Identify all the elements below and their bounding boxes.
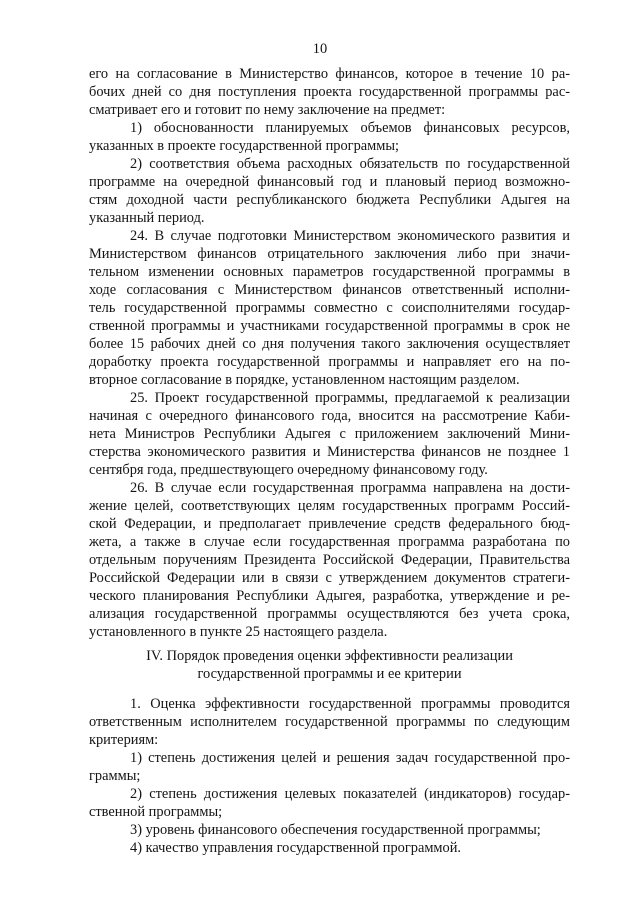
text-line: его на согласование в Министерство финансов, которое в течение 10 ра- (89, 66, 570, 82)
text-line: 4) качество управления государственной программой. (130, 840, 462, 856)
text-line: 26. В случае если государственная программа направлена на дости- (130, 480, 570, 496)
text-line: жета, а также в случае если государственная программа разработана по (89, 534, 570, 550)
text-line: доработку проекта государственной программы и направляет его на по- (89, 354, 570, 370)
text-line: стерства экономического развития и Министерства финансов не позднее 1 (89, 444, 570, 460)
text-line: ской Федерации, и предполагает привлечение средств федерального бюд- (89, 516, 570, 532)
text-line: указанных в проекте государственной программы; (89, 138, 400, 154)
text-line: начиная с очередного финансового года, вносится на рассмотрение Каби- (89, 408, 570, 424)
text-line: Министерством финансов отрицательного заключения либо при значи- (89, 246, 570, 262)
text-line: стям доходной части республиканского бюджета Республики Адыгея на (89, 192, 570, 208)
text-line: бочих дней со дня поступления проекта государственной программы рас- (89, 84, 570, 100)
text-line: 24. В случае подготовки Министерством экономического развития и (130, 228, 570, 244)
text-line: ализация государственной программы осуществляются без учета срока, (89, 606, 570, 622)
text-line: более 15 рабочих дней со дня получения такого заключения осуществляет (89, 336, 570, 352)
text-line: ческого планирования Республики Адыгея, разработка, утверждение и ре- (89, 588, 570, 604)
text-line: Российской Федерации или в связи с утверждением документов стратеги- (89, 570, 570, 586)
text-line: ственной программы; (89, 804, 223, 820)
text-line: жение целей, соответствующих целям государственных программ Россий- (89, 498, 570, 514)
text-line: тельном изменении основных параметров государственной программы в (89, 264, 570, 280)
text-line: 1) степень достижения целей и решения задач государственной про- (130, 750, 570, 766)
text-line: 2) степень достижения целевых показателей (индикаторов) государ- (130, 786, 570, 802)
text-line: указанный период. (89, 210, 205, 226)
text-line: критериям: (89, 732, 159, 748)
text-line: 1. Оценка эффективности государственной программы проводится (130, 696, 570, 712)
text-line: 2) соответствия объема расходных обязательств по государственной (130, 156, 570, 172)
text-line: вторное согласование в порядке, установленном настоящим разделом. (89, 372, 520, 388)
text-line: ходе согласования с Министерством финансов ответственный исполни- (89, 282, 570, 298)
text-line: отдельным поручениям Президента Российской Федерации, Правительства (89, 552, 570, 568)
text-line: 3) уровень финансового обеспечения государственной программы; (130, 822, 541, 838)
text-line: граммы; (89, 768, 141, 784)
section-heading: IV. Порядок проведения оценки эффективности реализации (146, 648, 513, 664)
text-line: программе на очередной финансовый год и плановый период возможно- (89, 174, 570, 190)
text-line: сентября года, предшествующего очередному финансовому году. (89, 462, 488, 478)
text-line: ственной программы и участниками государственной программы в срок не (89, 318, 570, 334)
text-line: нета Министров Республики Адыгея с приложением заключений Мини- (89, 426, 570, 442)
text-line: установленного в пункте 25 настоящего раздела. (89, 624, 388, 640)
text-line: тель государственной программы совместно с соисполнителями государ- (89, 300, 570, 316)
text-line: 1) обоснованности планируемых объемов финансовых ресурсов, (130, 120, 570, 136)
page-number: 10 (312, 41, 328, 57)
text-line: ответственным исполнителем государственной программы по следующим (89, 714, 570, 730)
text-line: 25. Проект государственной программы, предлагаемой к реализации (130, 390, 570, 406)
text-line: сматривает его и готовит по нему заключение на предмет: (89, 102, 446, 118)
section-heading: государственной программы и ее критерии (197, 666, 462, 682)
